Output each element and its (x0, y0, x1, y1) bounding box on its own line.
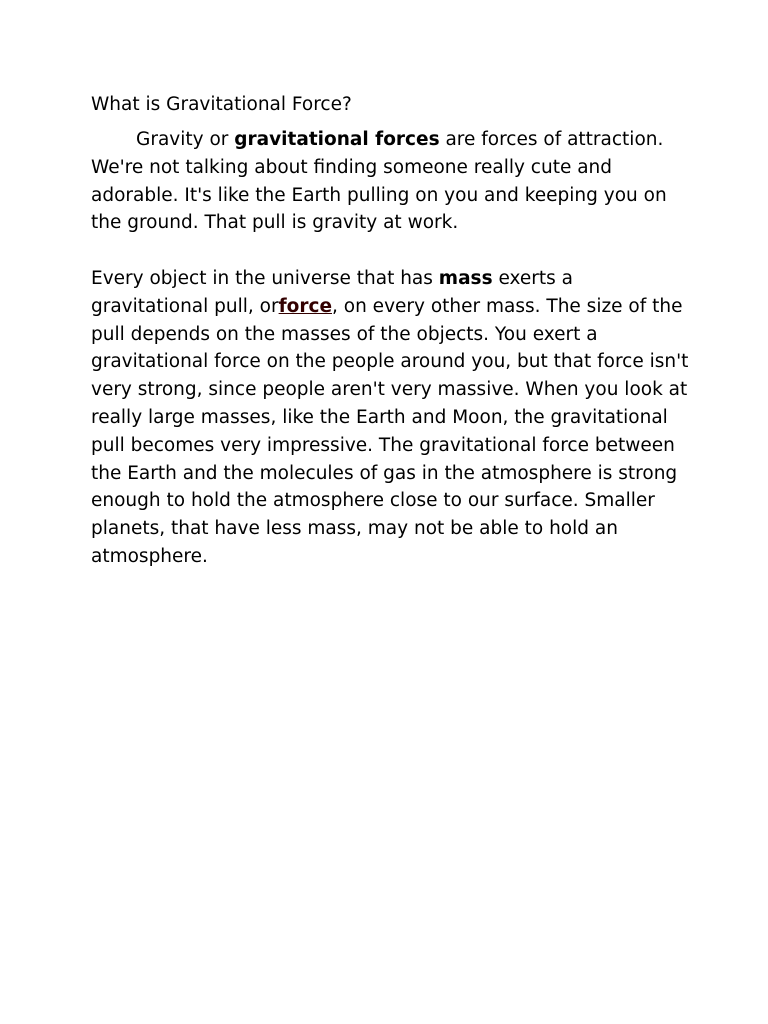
paragraph-gravity-intro (91, 126, 691, 237)
document-page (91, 93, 691, 571)
force-link[interactable]: force (278, 295, 332, 317)
paragraph-text: Gravity or (136, 129, 235, 150)
paragraph-text: , on every other mass. The size of the pull depends on the masses of the objects. You exert a gravitational force on the people around you, but that force isn't very strong, since people aren't very massive. When you look at really large masses, like the Earth and Moon, the gravitational pull becomes very impressive. The gravitational force between the Earth and the molecules of gas in the atmosphere is strong enough to hold the atmosphere close to our surface. Smaller planets, that have less mass, may not be able to hold an atmosphere. (91, 295, 689, 567)
bold-term-gravitational-forces: gravitational forces (234, 129, 440, 150)
paragraph-text: exerts a gravitational pull, or (91, 267, 574, 317)
bold-term-mass: mass (438, 267, 493, 289)
page-title: What is Gravitational Force? (91, 94, 352, 115)
paragraph-mass (91, 265, 691, 571)
paragraph-text: Every object in the universe that has (91, 267, 439, 289)
paragraph-text: are forces of attraction. We're not talking about finding someone really cute and adorable. It's like the Earth pulling on you and keeping you on the ground. That pull is gravity at work. (91, 129, 667, 234)
